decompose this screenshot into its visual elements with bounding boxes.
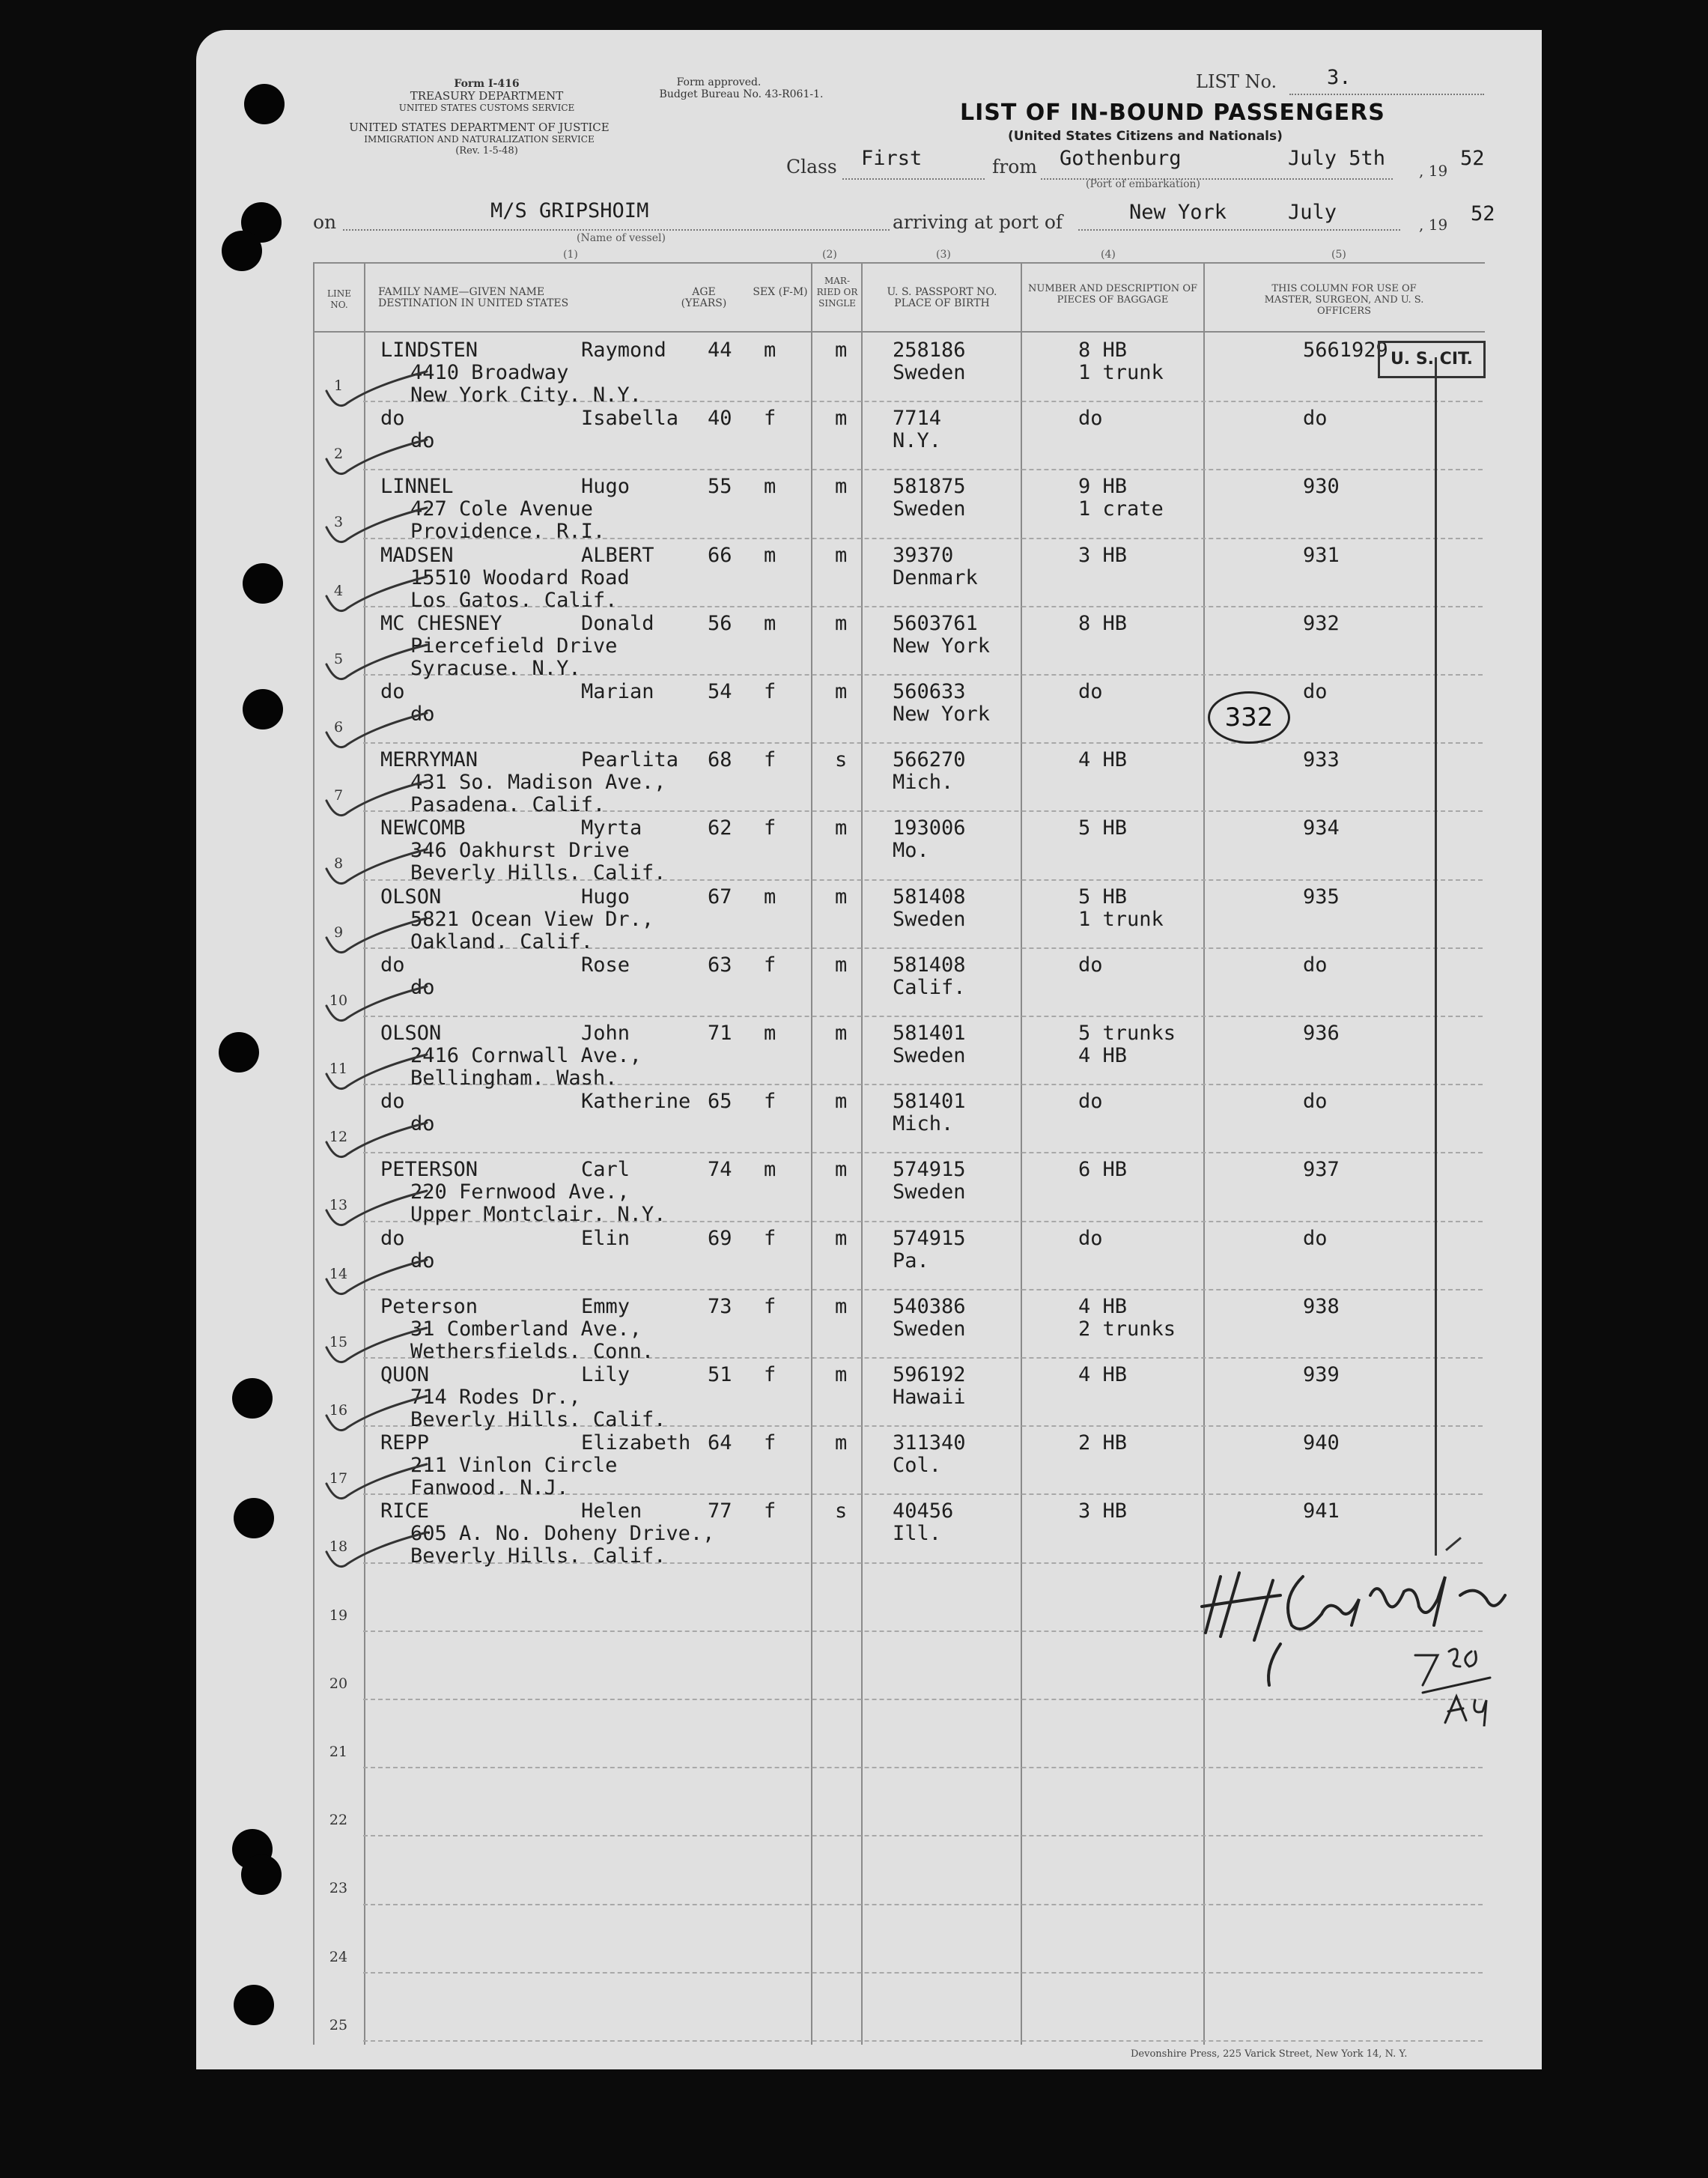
baggage-line-1: 8 HB <box>1078 612 1128 635</box>
place-of-birth: Calif. <box>893 976 966 999</box>
baggage-line-1: 8 HB <box>1078 339 1128 362</box>
check-mark <box>322 846 434 888</box>
family-name: Peterson <box>380 1295 478 1318</box>
baggage-line-1: do <box>1078 953 1103 977</box>
family-name: do <box>380 407 405 430</box>
year2-value: 52 <box>1471 202 1495 225</box>
line-number: 15 <box>329 1334 348 1350</box>
officer-number: do <box>1303 953 1328 977</box>
place-of-birth: Ill. <box>893 1522 942 1545</box>
line-number: 14 <box>329 1266 348 1282</box>
check-mark <box>322 778 434 820</box>
age: 73 <box>708 1295 732 1318</box>
baggage-line-1: 5 HB <box>1078 816 1128 840</box>
sex: f <box>764 1295 776 1318</box>
line-number: 7 <box>333 787 344 804</box>
marital-status: m <box>835 953 848 977</box>
family-name: REPP <box>380 1431 430 1454</box>
officer-number: 938 <box>1303 1295 1340 1318</box>
baggage-line-1: 4 HB <box>1078 748 1128 771</box>
line-number: 24 <box>329 1949 348 1965</box>
marital-status: m <box>835 1227 848 1250</box>
place-of-birth: Pa. <box>893 1249 929 1272</box>
officer-number: 5661929 <box>1303 339 1388 362</box>
form-revision: (Rev. 1-5-48) <box>455 145 518 157</box>
list-number-label: LIST No. <box>1196 71 1277 92</box>
place-of-birth: Hawaii <box>893 1386 966 1409</box>
marital-status: m <box>835 885 848 908</box>
given-name: Lily <box>581 1363 630 1386</box>
treasury-dept: TREASURY DEPARTMENT <box>410 89 564 103</box>
baggage-line-1: do <box>1078 407 1103 430</box>
passport-number: 258186 <box>893 339 966 362</box>
justice-dept: UNITED STATES DEPARTMENT OF JUSTICE <box>349 121 610 134</box>
passport-number: 581401 <box>893 1090 966 1113</box>
embarkation-port: Gothenburg <box>1060 147 1182 170</box>
passport-number: 193006 <box>893 816 966 840</box>
destination-line-1: 605 A. No. Doheny Drive., <box>410 1522 715 1545</box>
place-of-birth: Mich. <box>893 771 954 794</box>
sex: f <box>764 1227 776 1250</box>
age: 67 <box>708 885 732 908</box>
from-label: from <box>992 156 1037 178</box>
given-name: Myrta <box>581 816 642 840</box>
on-label: on <box>313 211 337 233</box>
family-name: QUON <box>380 1363 430 1386</box>
punch-hole <box>234 1498 274 1538</box>
sex: f <box>764 1499 776 1523</box>
marital-status: m <box>835 1090 848 1113</box>
column-number-1: (1) <box>563 249 578 261</box>
destination-line-1: 2416 Cornwall Ave., <box>410 1044 642 1067</box>
family-name: OLSON <box>380 885 442 908</box>
age: 63 <box>708 953 732 977</box>
line-number: 1 <box>333 377 344 394</box>
officer-number: 936 <box>1303 1022 1340 1045</box>
marital-status: s <box>835 1499 848 1523</box>
us-citizen-stamp: U. S. CIT. <box>1378 341 1486 378</box>
punch-hole <box>243 689 283 729</box>
column-number-4: (4) <box>1101 249 1116 261</box>
passport-number: 40456 <box>893 1499 954 1523</box>
destination-line-1: 211 Vinlon Circle <box>410 1454 618 1477</box>
given-name: Isabella <box>581 407 679 430</box>
form-approved: Form approved. <box>676 76 762 88</box>
family-name: do <box>380 1090 405 1113</box>
check-mark <box>322 574 434 616</box>
check-mark <box>322 642 434 684</box>
age: 56 <box>708 612 732 635</box>
line-number: 9 <box>333 924 344 941</box>
passport-number: 596192 <box>893 1363 966 1386</box>
officer-number: 934 <box>1303 816 1340 840</box>
passport-number: 581408 <box>893 953 966 977</box>
form-subtitle: (United States Citizens and Nationals) <box>1008 129 1283 144</box>
sex: m <box>764 1022 776 1045</box>
vessel-name-label: (Name of vessel) <box>577 232 666 244</box>
marital-status: m <box>835 1363 848 1386</box>
destination-line-2: Fanwood. N.J. <box>410 1476 569 1499</box>
destination-line-1: do <box>410 1112 435 1135</box>
given-name: Carl <box>581 1158 630 1181</box>
check-mark <box>322 1325 434 1367</box>
given-name: Rose <box>581 953 630 977</box>
officer-number: 930 <box>1303 475 1340 498</box>
officer-number: do <box>1303 680 1328 703</box>
port-of-embarkation-label: (Port of embarkation) <box>1086 178 1200 190</box>
age: 65 <box>708 1090 732 1113</box>
sex: m <box>764 544 776 567</box>
destination-line-1: do <box>410 976 435 999</box>
family-name: RICE <box>380 1499 430 1523</box>
sex: m <box>764 1158 776 1181</box>
given-name: Elin <box>581 1227 630 1250</box>
col-line-no: LINE NO. <box>327 288 351 310</box>
passport-number: 574915 <box>893 1158 966 1181</box>
marital-status: m <box>835 407 848 430</box>
sex: f <box>764 407 776 430</box>
place-of-birth: Sweden <box>893 497 966 521</box>
destination-line-1: 4410 Broadway <box>410 361 569 384</box>
circled-note: 332 <box>1208 691 1290 744</box>
age: 66 <box>708 544 732 567</box>
age: 55 <box>708 475 732 498</box>
age: 54 <box>708 680 732 703</box>
destination-line-1: do <box>410 1249 435 1272</box>
given-name: Elizabeth <box>581 1431 691 1454</box>
arrival-month: July <box>1288 201 1337 224</box>
line-number: 16 <box>329 1402 348 1419</box>
punch-hole <box>222 231 262 271</box>
line-number: 13 <box>329 1197 348 1213</box>
officer-number: 937 <box>1303 1158 1340 1181</box>
destination-line-2: Los Gatos. Calif. <box>410 589 618 612</box>
given-name: Donald <box>581 612 654 635</box>
list-number: 3. <box>1327 66 1352 89</box>
officer-number: 932 <box>1303 612 1340 635</box>
given-name: Raymond <box>581 339 666 362</box>
sex: m <box>764 612 776 635</box>
family-name: LINNEL <box>380 475 454 498</box>
destination-line-1: 5821 Ocean View Dr., <box>410 908 654 931</box>
marital-status: m <box>835 816 848 840</box>
class-label: Class <box>786 156 837 178</box>
passport-number: 560633 <box>893 680 966 703</box>
check-mark <box>322 368 434 410</box>
column-number-5: (5) <box>1331 249 1346 261</box>
destination-line-1: 427 Cole Avenue <box>410 497 593 521</box>
family-name: do <box>380 953 405 977</box>
line-number: 4 <box>333 583 344 599</box>
officer-number: 941 <box>1303 1499 1340 1523</box>
passport-number: 311340 <box>893 1431 966 1454</box>
officer-number: 939 <box>1303 1363 1340 1386</box>
sex: f <box>764 748 776 771</box>
age: 62 <box>708 816 732 840</box>
baggage-line-1: 5 HB <box>1078 885 1128 908</box>
col-name-destination: FAMILY NAME—GIVEN NAME DESTINATION IN UNITED STATES <box>378 286 569 309</box>
check-mark <box>322 1257 434 1299</box>
destination-line-2: Beverly Hills. Calif. <box>410 1544 666 1568</box>
column-number-3: (3) <box>936 249 951 261</box>
punch-hole <box>241 1854 282 1895</box>
place-of-birth: N.Y. <box>893 429 942 452</box>
punch-hole <box>234 1985 274 2025</box>
officer-number: do <box>1303 1227 1328 1250</box>
baggage-line-2: 2 trunks <box>1078 1317 1176 1341</box>
officer-number: do <box>1303 1090 1328 1113</box>
place-of-birth: Mo. <box>893 839 929 862</box>
line-number: 11 <box>329 1061 348 1077</box>
age: 74 <box>708 1158 732 1181</box>
passport-number: 574915 <box>893 1227 966 1250</box>
family-name: MADSEN <box>380 544 454 567</box>
form-number: Form I-416 <box>454 78 520 90</box>
place-of-birth: Sweden <box>893 1180 966 1204</box>
age: 64 <box>708 1431 732 1454</box>
col-age: AGE (YEARS) <box>681 286 727 309</box>
col-sex: SEX (F-M) <box>753 286 808 298</box>
destination-line-1: 31 Comberland Ave., <box>410 1317 642 1341</box>
marital-status: m <box>835 1431 848 1454</box>
col-passport-birthplace: U. S. PASSPORT NO. PLACE OF BIRTH <box>887 286 997 309</box>
family-name: MERRYMAN <box>380 748 478 771</box>
given-name: Hugo <box>581 475 630 498</box>
marital-status: m <box>835 612 848 635</box>
destination-line-2: Upper Montclair. N.Y. <box>410 1203 666 1226</box>
punch-hole <box>243 563 283 604</box>
arriving-label: arriving at port of <box>893 211 1063 233</box>
sex: f <box>764 1363 776 1386</box>
year-value: 52 <box>1460 147 1485 170</box>
age: 40 <box>708 407 732 430</box>
given-name: Hugo <box>581 885 630 908</box>
line-number: 23 <box>329 1880 348 1896</box>
line-number: 10 <box>329 992 348 1009</box>
punch-hole <box>244 84 285 124</box>
age: 51 <box>708 1363 732 1386</box>
officer-number: 931 <box>1303 544 1340 567</box>
line-number: 20 <box>329 1675 348 1692</box>
marital-status: m <box>835 1295 848 1318</box>
baggage-line-1: 4 HB <box>1078 1295 1128 1318</box>
marital-status: s <box>835 748 848 771</box>
given-name: Helen <box>581 1499 642 1523</box>
baggage-line-1: 6 HB <box>1078 1158 1128 1181</box>
destination-line-2: Pasadena. Calif. <box>410 793 606 816</box>
marital-status: m <box>835 1022 848 1045</box>
baggage-line-1: 5 trunks <box>1078 1022 1176 1045</box>
check-mark <box>322 1188 434 1230</box>
sex: f <box>764 680 776 703</box>
sex: m <box>764 475 776 498</box>
baggage-line-2: 1 trunk <box>1078 908 1164 931</box>
age: 71 <box>708 1022 732 1045</box>
check-mark <box>322 437 434 479</box>
destination-line-2: Beverly Hills. Calif. <box>410 1408 666 1431</box>
baggage-line-1: 3 HB <box>1078 1499 1128 1523</box>
check-mark <box>322 1120 434 1162</box>
marital-status: m <box>835 680 848 703</box>
immigration-service: IMMIGRATION AND NATURALIZATION SERVICE <box>364 134 595 145</box>
given-name: John <box>581 1022 630 1045</box>
place-of-birth: Denmark <box>893 566 978 589</box>
officer-number: 935 <box>1303 885 1340 908</box>
family-name: do <box>380 680 405 703</box>
customs-service: UNITED STATES CUSTOMS SERVICE <box>398 103 575 113</box>
printer-footer: Devonshire Press, 225 Varick Street, New York 14, N. Y. <box>1131 2048 1408 2060</box>
sex: f <box>764 1090 776 1113</box>
place-of-birth: Sweden <box>893 361 966 384</box>
marital-status: m <box>835 339 848 362</box>
line-number: 2 <box>333 446 344 462</box>
passport-number: 7714 <box>893 407 942 430</box>
destination-line-2: Syracuse. N.Y. <box>410 657 581 680</box>
given-name: Marian <box>581 680 654 703</box>
passport-number: 581401 <box>893 1022 966 1045</box>
line-number: 25 <box>329 2017 348 2033</box>
check-mark <box>322 710 434 752</box>
line-number: 21 <box>329 1744 348 1760</box>
baggage-line-1: 4 HB <box>1078 1363 1128 1386</box>
family-name: PETERSON <box>380 1158 478 1181</box>
sex: f <box>764 1431 776 1454</box>
passport-number: 39370 <box>893 544 954 567</box>
given-name: Katherine <box>581 1090 691 1113</box>
officer-signature <box>1191 1554 1550 1726</box>
destination-line-1: 346 Oakhurst Drive <box>410 839 630 862</box>
given-name: ALBERT <box>581 544 654 567</box>
officer-number: do <box>1303 407 1328 430</box>
vessel-name: M/S GRIPSHOIM <box>490 199 649 222</box>
baggage-line-2: 1 crate <box>1078 497 1164 521</box>
passport-number: 566270 <box>893 748 966 771</box>
year-prefix: , 19 <box>1419 162 1448 180</box>
line-number: 18 <box>329 1538 348 1555</box>
col-baggage: NUMBER AND DESCRIPTION OF PIECES OF BAGGAGE <box>1027 283 1197 306</box>
line-number: 17 <box>329 1470 348 1487</box>
form-title: LIST OF IN-BOUND PASSENGERS <box>960 100 1385 126</box>
marital-status: m <box>835 544 848 567</box>
place-of-birth: New York <box>893 703 991 726</box>
budget-bureau: Budget Bureau No. 43-R061-1. <box>659 88 824 100</box>
destination-line-1: 431 So. Madison Ave., <box>410 771 666 794</box>
manifest-page <box>196 30 1542 2069</box>
marital-status: m <box>835 1158 848 1181</box>
officer-number: 940 <box>1303 1431 1340 1454</box>
sex: m <box>764 339 776 362</box>
family-name: MC CHESNEY <box>380 612 502 635</box>
baggage-line-1: do <box>1078 680 1103 703</box>
baggage-line-1: do <box>1078 1227 1103 1250</box>
destination-line-2: Wethersfields. Conn. <box>410 1340 654 1363</box>
place-of-birth: Sweden <box>893 1044 966 1067</box>
baggage-line-1: 9 HB <box>1078 475 1128 498</box>
column-number-2: (2) <box>822 249 837 261</box>
age: 44 <box>708 339 732 362</box>
marital-status: m <box>835 475 848 498</box>
passport-number: 581408 <box>893 885 966 908</box>
family-name: LINDSTEN <box>380 339 478 362</box>
sex: f <box>764 816 776 840</box>
arrival-port: New York <box>1129 201 1227 224</box>
line-number: 3 <box>333 514 344 530</box>
check-mark <box>322 1393 434 1435</box>
place-of-birth: Mich. <box>893 1112 954 1135</box>
destination-line-2: Bellingham. Wash. <box>410 1067 618 1090</box>
place-of-birth: Col. <box>893 1454 942 1477</box>
line-number: 12 <box>329 1129 348 1145</box>
baggage-line-1: 2 HB <box>1078 1431 1128 1454</box>
col-officers-use: THIS COLUMN FOR USE OF MASTER, SURGEON, AND U. S. OFFICERS <box>1264 283 1424 317</box>
punch-hole <box>232 1378 273 1419</box>
line-number: 5 <box>333 651 344 667</box>
destination-line-1: 220 Fernwood Ave., <box>410 1180 630 1204</box>
baggage-line-1: 3 HB <box>1078 544 1128 567</box>
destination-line-1: do <box>410 429 435 452</box>
baggage-line-1: do <box>1078 1090 1103 1113</box>
punch-hole <box>219 1032 259 1073</box>
check-mark <box>322 505 434 547</box>
baggage-line-2: 1 trunk <box>1078 361 1164 384</box>
destination-line-2: Oakland. Calif. <box>410 930 593 953</box>
year2-prefix: , 19 <box>1419 216 1448 234</box>
passport-number: 540386 <box>893 1295 966 1318</box>
check-mark <box>322 983 434 1025</box>
age: 77 <box>708 1499 732 1523</box>
col-married-single: MAR-RIED OR SINGLE <box>816 276 858 309</box>
class-value: First <box>861 147 923 170</box>
line-number: 19 <box>329 1607 348 1624</box>
destination-line-1: 714 Rodes Dr., <box>410 1386 581 1409</box>
check-mark <box>322 1529 434 1571</box>
line-number: 22 <box>329 1812 348 1828</box>
given-name: Emmy <box>581 1295 630 1318</box>
place-of-birth: Sweden <box>893 1317 966 1341</box>
place-of-birth: Sweden <box>893 908 966 931</box>
destination-line-2: Providence. R.I. <box>410 520 606 543</box>
line-number: 6 <box>333 719 344 735</box>
passport-number: 5603761 <box>893 612 978 635</box>
age: 68 <box>708 748 732 771</box>
destination-line-1: do <box>410 703 435 726</box>
destination-line-1: 15510 Woodard Road <box>410 566 630 589</box>
family-name: OLSON <box>380 1022 442 1045</box>
given-name: Pearlita <box>581 748 679 771</box>
departure-date: July 5th <box>1288 147 1386 170</box>
check-mark <box>322 1461 434 1503</box>
family-name: do <box>380 1227 405 1250</box>
age: 69 <box>708 1227 732 1250</box>
officer-number: 933 <box>1303 748 1340 771</box>
destination-line-1: Piercefield Drive <box>410 634 618 658</box>
check-mark <box>322 915 434 957</box>
destination-line-2: Beverly Hills. Calif. <box>410 861 666 885</box>
family-name: NEWCOMB <box>380 816 466 840</box>
passport-number: 581875 <box>893 475 966 498</box>
place-of-birth: New York <box>893 634 991 658</box>
sex: f <box>764 953 776 977</box>
baggage-line-2: 4 HB <box>1078 1044 1128 1067</box>
line-number: 8 <box>333 855 344 872</box>
check-mark <box>322 1052 434 1093</box>
destination-line-2: New York City. N.Y. <box>410 383 642 407</box>
sex: m <box>764 885 776 908</box>
